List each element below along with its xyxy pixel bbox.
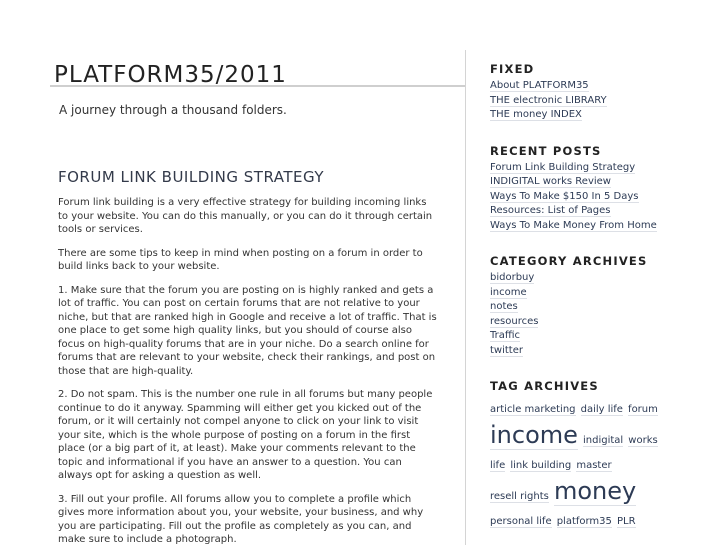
recent-post-link[interactable]: Forum Link Building Strategy	[490, 161, 636, 173]
tag-link[interactable]: personal life	[490, 516, 552, 527]
category-link[interactable]: resources	[490, 315, 539, 327]
tag-link[interactable]: article marketing	[490, 404, 576, 415]
post-content	[58, 168, 438, 557]
tag-link[interactable]: money	[553, 477, 637, 505]
tag-link[interactable]: master	[576, 460, 612, 471]
tag-link[interactable]: forum	[628, 404, 658, 415]
tag-link[interactable]: indigital	[583, 435, 624, 446]
post-paragraph: Forum link building is a very effective strategy for building incoming links to your website. You can do this manually, or you can do it through certain tools or services.	[58, 197, 433, 235]
sidebar-divider	[465, 50, 466, 545]
tag-link[interactable]: platform35	[556, 516, 612, 527]
tag-link[interactable]: daily life	[580, 404, 623, 415]
category-link[interactable]: bidorbuy	[490, 272, 535, 283]
post-paragraph: 3. Fill out your profile. All forums allow you to complete a profile which gives more information about you, your website, your business, and why you are participating. Fill out the profile as completely as you can, and make sure to include a photograph.	[58, 493, 424, 545]
tag-cloud	[490, 396, 665, 533]
category-archives-heading: CATEGORY ARCHIVES	[490, 254, 648, 268]
tag-link[interactable]: works	[628, 435, 658, 446]
site-tagline: A journey through a thousand folders.	[59, 103, 287, 117]
tag-link[interactable]: PLR	[617, 516, 636, 527]
site-title[interactable]: PLATFORM35/2011	[54, 62, 287, 88]
tag-archives-widget	[490, 379, 725, 533]
post-paragraph: 2. Do not spam. This is the number one rule in all forums but many people continue to do it anyway. Spamming will either get you kicked out of the forum, or it will certainly not compel anyone to click on your link to visit your site, which is the whole purpose of posting on a forum in the first place (or a big part of it, at least). Make your comments relevant to the topic and informational if you have an answer to a question. You can always opt for asking a question as well.	[58, 389, 433, 481]
recent-post-link[interactable]: Resources: List of Pages	[490, 205, 611, 216]
recent-posts-widget	[490, 144, 725, 234]
category-link[interactable]: notes	[490, 301, 518, 312]
category-link[interactable]: twitter	[490, 344, 523, 356]
recent-post-link[interactable]: INDIGITAL works Review	[490, 176, 611, 187]
category-link[interactable]: income	[490, 286, 527, 298]
category-link[interactable]: Traffic	[490, 330, 521, 341]
recent-post-link[interactable]: Ways To Make Money From Home	[490, 219, 657, 231]
post-paragraph: There are some tips to keep in mind when posting on a forum in order to build links back to your website.	[58, 247, 423, 272]
tag-link[interactable]: income	[490, 421, 578, 449]
fixed-widget	[490, 62, 725, 123]
category-archives-widget	[490, 254, 725, 358]
recent-post-link[interactable]: Ways To Make $150 In 5 Days	[490, 190, 639, 202]
sidebar	[490, 62, 725, 554]
tag-link[interactable]: life	[490, 460, 506, 471]
tag-archives-heading: TAG ARCHIVES	[490, 379, 599, 393]
tag-link[interactable]: link building	[510, 460, 572, 471]
fixed-link-money-index[interactable]: THE money INDEX	[490, 109, 582, 120]
fixed-heading: FIXED	[490, 62, 535, 76]
post-title[interactable]: FORUM LINK BUILDING STRATEGY	[58, 168, 325, 186]
post-paragraph: 1. Make sure that the forum you are posting on is highly ranked and gets a lot of traffic. You can post on certain forums that are not relative to your niche, but that are ranked high in Google and receive a lot of traffic. That is one place to get some high quality links, but you should of course also focus on high-quality forums that are in your niche. Do a search online for forums that are relevant to your website, check their rankings, and post on those that are high-quality.	[58, 284, 437, 377]
fixed-link-library[interactable]: THE electronic LIBRARY	[490, 94, 607, 106]
recent-posts-heading: RECENT POSTS	[490, 143, 602, 158]
fixed-link-about[interactable]: About PLATFORM35	[490, 80, 589, 91]
tag-link[interactable]: resell rights	[490, 491, 549, 502]
